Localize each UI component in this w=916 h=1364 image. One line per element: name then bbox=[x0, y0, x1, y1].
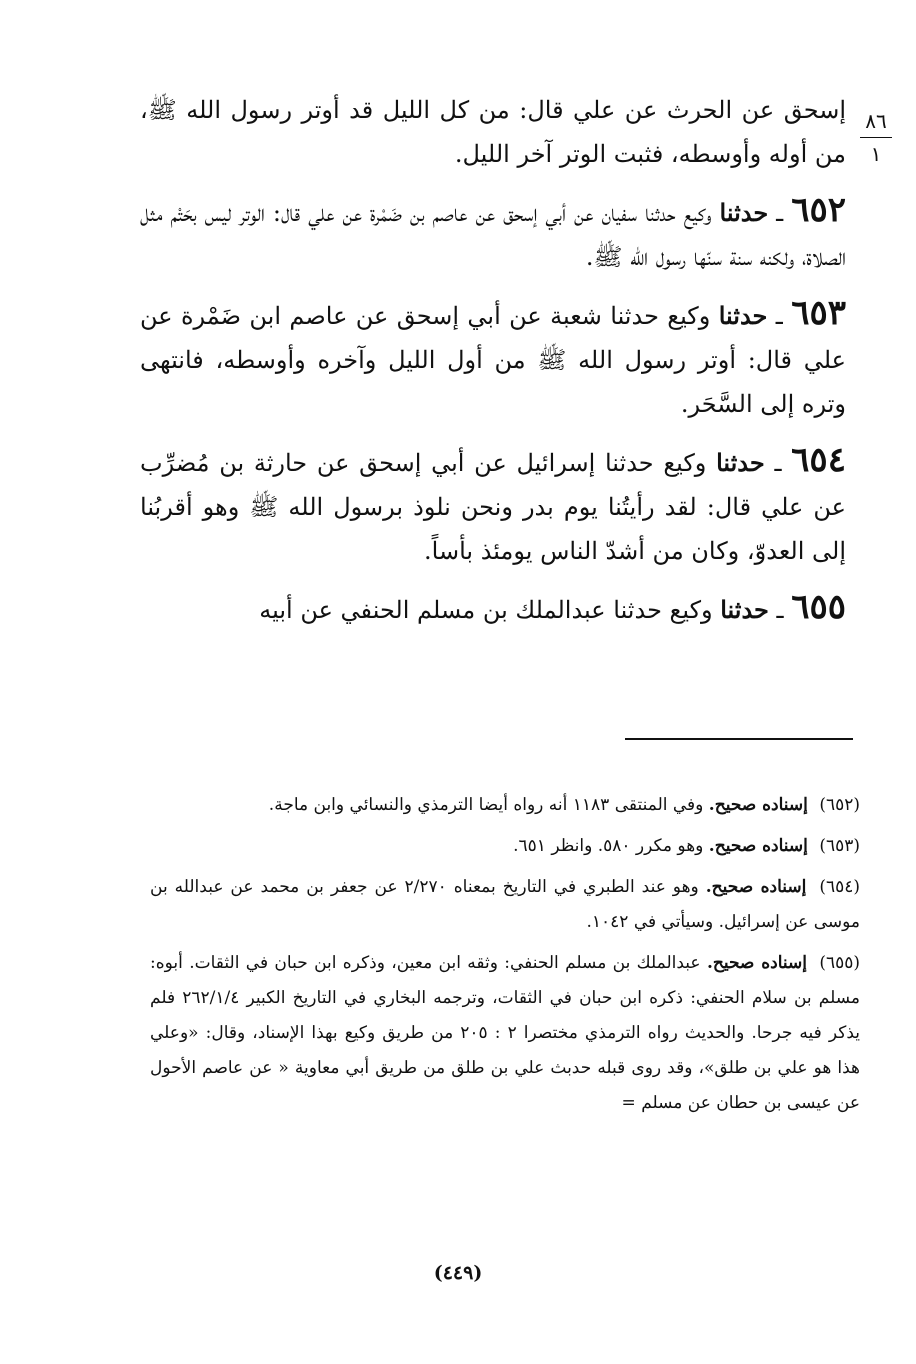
footnote-keyword: إسناده صحيح. bbox=[708, 795, 808, 815]
hadith-dash: ـ bbox=[776, 596, 784, 624]
hadith-text: وكيع حدثنا إسرائيل عن أبي إسحق عن حارثة بن مُضرِّب عن علي قال: لقد رأيتُنا يوم بدر ونحن نلوذ برسول الله ﷺ وهو أقربُنا إلى العدوّ، وكان من أشدّ الناس يومئذ بأساً. bbox=[140, 449, 846, 565]
footnote-number: (٦٥٥) bbox=[819, 953, 861, 973]
hadith-dash: ـ bbox=[776, 199, 784, 227]
hadith-number: ٦٥٥ bbox=[791, 587, 846, 627]
footnote-text: عبدالملك بن مسلم الحنفي: وثقه ابن معين، وذكره ابن حبان في الثقات. أبوه: مسلم بن سلام الحنفي: ذكره ابن حبان في الثقات، وترجمه البخاري في التاريخ الكبير ٢٦٢/١/٤ فلم يذكر فيه جرحا. والحديث رواه الترمذي مختصرا ٢ : ٢٠٥ من طريق وكيع بهذا الإسناد، وقال: «وعلي هذا هو علي بن طلق»، وقد روى قبله حدبث علي بن طلق من طريق أبي معاوية « عن عاصم الأحول عن عيسى بن حطان عن مسلم = bbox=[150, 953, 860, 1113]
hadith-text: وكيع حدثنا شعبة عن أبي إسحق عن عاصم ابن ضَمْرة عن علي قال: أوتر رسول الله ﷺ من أول الليل وآخره وأوسطه، فانتهى وتره إلى السَّحَر. bbox=[140, 302, 846, 418]
footnote-text: وفي المنتقى ١١٨٣ أنه رواه أيضا الترمذي والنسائي وابن ماجة. bbox=[268, 795, 704, 815]
hadith-dash: ـ bbox=[775, 302, 783, 330]
footnote-text: وهو عند الطبري في التاريخ بمعناه ٢/٢٧٠ عن جعفر بن محمد عن عبدالله بن موسى عن إسرائيل. وسيأتي في ١٠٤٢. bbox=[150, 877, 860, 932]
footnote-number: (٦٥٢) bbox=[819, 795, 860, 815]
footnote-653 bbox=[150, 829, 860, 864]
margin-ref-rule bbox=[860, 137, 892, 138]
hadith-652 bbox=[140, 188, 846, 279]
footnote-654 bbox=[150, 870, 860, 940]
footnote-keyword: إسناده صحيح. bbox=[706, 953, 807, 973]
hadith-keyword: حدثنا bbox=[716, 448, 765, 477]
footnote-652 bbox=[150, 788, 860, 823]
hadith-number: ٦٥٤ bbox=[791, 440, 846, 480]
footnote-655 bbox=[150, 946, 860, 1121]
hadith-keyword: حدثنا bbox=[719, 198, 769, 227]
footnote-number: (٦٥٣) bbox=[819, 836, 860, 856]
margin-ref-bottom: ١ bbox=[870, 142, 882, 166]
intro-paragraph: إسحق عن الحرث عن علي قال: من كل الليل قد أوتر رسول الله ﷺ، من أوله وأوسطه، فثبت الوتر آخر الليل. bbox=[140, 96, 846, 168]
hadith-keyword: حدثنا bbox=[718, 301, 768, 330]
main-text bbox=[140, 88, 846, 644]
page-number: (٤٤٩) bbox=[433, 1262, 483, 1284]
footnote-number: (٦٥٤) bbox=[819, 877, 860, 897]
margin-ref-top: ٨٦ bbox=[865, 109, 887, 133]
hadith-number: ٦٥٢ bbox=[791, 190, 846, 230]
footnote-keyword: إسناده صحيح. bbox=[708, 836, 808, 856]
footnotes bbox=[150, 788, 860, 1127]
hadith-655 bbox=[140, 585, 846, 632]
hadith-653 bbox=[140, 291, 846, 426]
margin-reference bbox=[856, 108, 896, 167]
hadith-number: ٦٥٣ bbox=[791, 293, 846, 333]
footnote-keyword: إسناده صحيح. bbox=[705, 877, 807, 897]
hadith-keyword: حدثنا bbox=[720, 595, 769, 624]
hadith-text: وكيع حدثنا سفيان عن أبي إسحق عن عاصم بن ضَمْرة عن علي قال: الوتر ليس بحَتْم مثل الصلاة، ولكنه سنة سنّها رسول الله ﷺ. bbox=[140, 199, 846, 271]
hadith-text: وكيع حدثنا عبدالملك بن مسلم الحنفي عن أبيه bbox=[259, 596, 713, 624]
hadith-dash: ـ bbox=[774, 449, 782, 477]
hadith-654 bbox=[140, 438, 846, 573]
footnote-separator bbox=[625, 738, 853, 740]
footnote-text: وهو مكرر ٥٨٠. وانظر ٦٥١. bbox=[513, 836, 704, 856]
